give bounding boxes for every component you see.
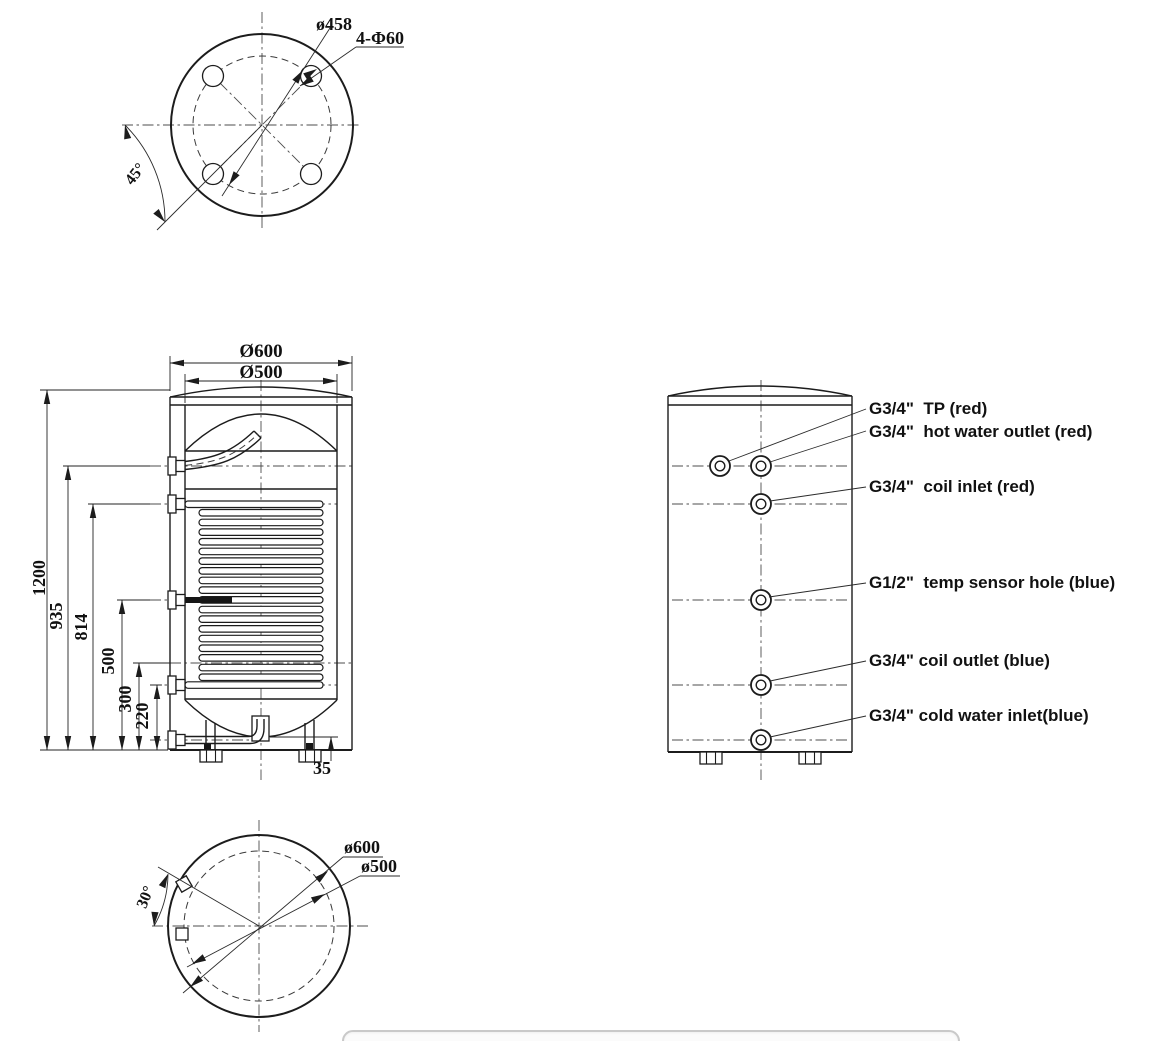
dim-height-300: 300 <box>115 685 135 713</box>
side-top-dome <box>668 386 852 396</box>
port-temp-sensor <box>168 591 185 609</box>
dim-bottom-inner-dia: ø500 <box>361 856 397 876</box>
side-foot <box>700 752 722 764</box>
label-port-tp: G3/4" TP (red) <box>869 399 988 418</box>
dim-outer-dia: Ø600 <box>239 341 283 362</box>
bottom-nipple <box>252 716 269 741</box>
dim-inlet-height-35: 35 <box>313 758 331 778</box>
dim-height-220: 220 <box>132 702 152 730</box>
dim-bolt-circle: ø458 <box>316 14 352 34</box>
dim-inner-dia: Ø500 <box>239 362 283 383</box>
label-port-coil-inlet: G3/4" coil inlet (red) <box>869 477 1035 496</box>
label-port-temp-sensor: G1/2" temp sensor hole (blue) <box>869 573 1116 592</box>
front-foot <box>200 750 222 762</box>
dim-height-500: 500 <box>98 647 118 675</box>
side-port-temp-sensor <box>751 590 771 610</box>
side-foot <box>799 752 821 764</box>
front-view <box>150 380 352 780</box>
heating-coil <box>185 501 323 688</box>
bottom-view <box>134 820 400 1032</box>
dim-angle-30: 30° <box>133 883 158 911</box>
dim-height-935: 935 <box>46 602 66 630</box>
dim-bolt-holes: 4-Φ60 <box>356 28 404 48</box>
side-port-hot-outlet <box>751 456 771 476</box>
bottom-panel-edge <box>342 1030 960 1041</box>
label-port-cold-water-inlet: G3/4" cold water inlet(blue) <box>869 706 1089 725</box>
dim-height-814: 814 <box>71 613 91 641</box>
port-coil-outlet <box>168 676 185 694</box>
dim-bottom-outer-dia: ø600 <box>344 837 380 857</box>
bolt-hole <box>301 164 322 185</box>
side-port-cold-inlet <box>751 730 771 750</box>
side-view <box>668 380 1115 780</box>
port-cold-inlet <box>168 731 185 749</box>
dim-height-1200: 1200 <box>29 560 49 596</box>
side-port-tp <box>710 456 730 476</box>
label-port-hot-water-outlet: G3/4" hot water outlet (red) <box>869 422 1093 441</box>
side-port-coil-outlet <box>751 675 771 695</box>
dip-tube <box>185 431 261 470</box>
label-port-coil-outlet: G3/4" coil outlet (blue) <box>869 651 1050 670</box>
port-coil-inlet <box>168 495 185 513</box>
port-hot-water <box>168 457 185 475</box>
side-port-coil-inlet <box>751 494 771 514</box>
bolt-hole <box>203 66 224 87</box>
top-view <box>121 12 404 230</box>
dim-angle-45: 45° <box>121 160 150 189</box>
